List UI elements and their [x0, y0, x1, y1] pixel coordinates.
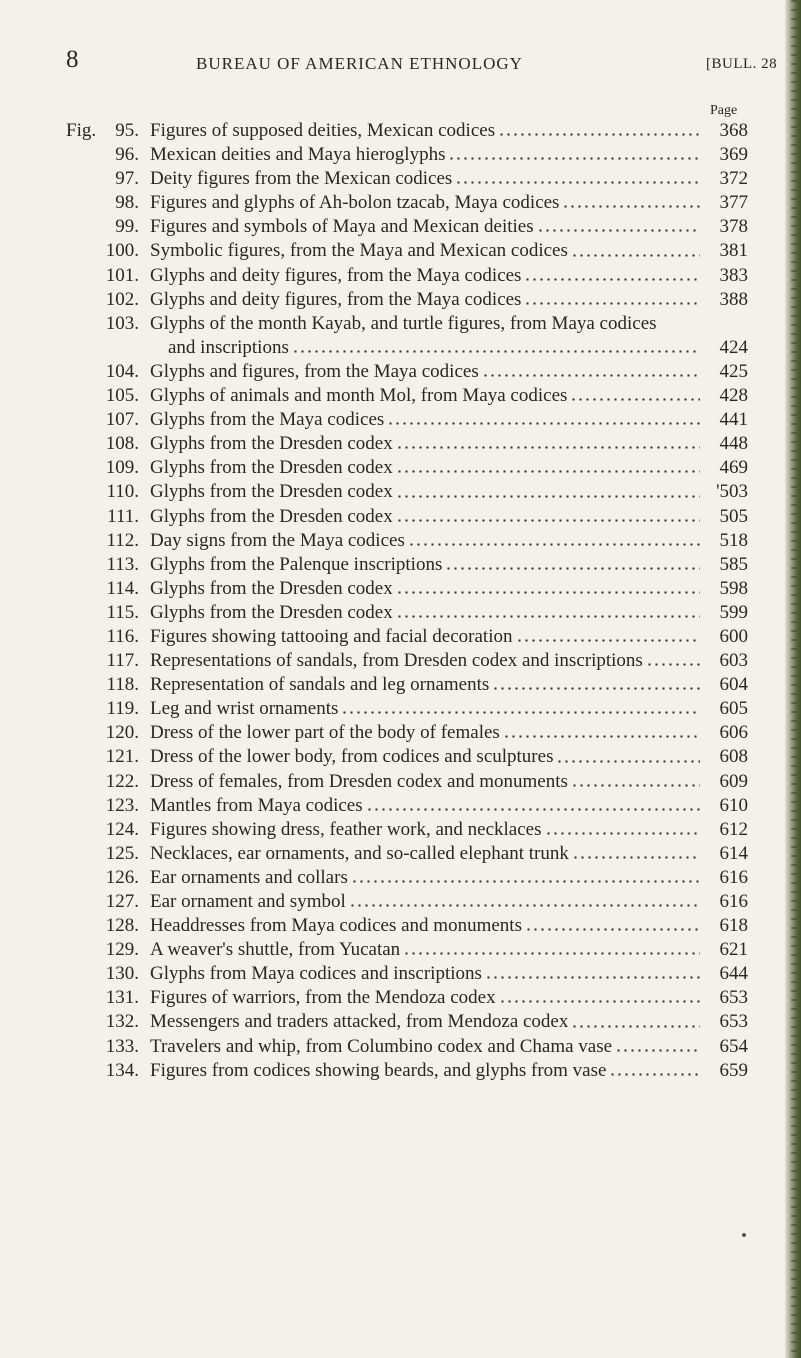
list-item: [0, 312, 801, 360]
caption-text: Figures of supposed deities, Mexican codices: [150, 120, 496, 141]
caption-line: [150, 312, 700, 336]
page-ref: 612: [719, 818, 748, 840]
caption-text: Messengers and traders attacked, from Mendoza codex: [150, 1011, 569, 1033]
figure-caption: [150, 288, 700, 312]
caption-text: Representation of sandals and leg ornaments: [150, 674, 490, 696]
dot-leader: [403, 951, 700, 956]
figure-caption: [150, 770, 700, 794]
page-ref: 609: [719, 770, 748, 792]
caption-line: [150, 577, 700, 601]
caption-text: Figures from codices showing beards, and glyphs from vase: [150, 1059, 607, 1081]
figure-number: 128.: [105, 915, 139, 937]
figure-caption: [150, 553, 700, 577]
caption-line: [150, 143, 700, 167]
page-column-label: Page: [710, 103, 738, 118]
figure-number: 109.: [105, 457, 139, 479]
dot-leader: [408, 542, 700, 547]
figure-number: 114.: [106, 577, 139, 599]
figure-caption: [150, 529, 700, 553]
list-item: [0, 986, 801, 1010]
list-item: [0, 384, 801, 408]
figure-number: 111.: [107, 505, 139, 527]
caption-line: [150, 553, 700, 577]
dot-leader: [448, 156, 700, 161]
caption-line: [150, 866, 700, 890]
figure-caption: [150, 914, 700, 938]
list-item: [0, 866, 801, 890]
list-item: [0, 1010, 801, 1034]
caption-line: [150, 673, 700, 697]
figure-caption: [150, 818, 700, 842]
figure-number: 131.: [105, 987, 139, 1009]
caption-text: Representations of sandals, from Dresden codex and inscriptions: [150, 650, 643, 672]
figure-number: 95.: [115, 120, 139, 141]
caption-line: [150, 360, 700, 384]
caption-text: Glyphs of the month Kayab, and turtle figures, from Maya codices: [150, 312, 657, 334]
page-ref: 644: [719, 963, 748, 985]
page-ref: 441: [719, 409, 748, 431]
caption-text: A weaver's shuttle, from Yucatan: [150, 939, 401, 961]
page-ref: 654: [719, 1035, 748, 1057]
dot-leader: [503, 734, 700, 739]
dot-leader: [351, 879, 700, 884]
dot-leader: [570, 397, 700, 402]
list-item: [0, 119, 801, 143]
figure-caption: [150, 505, 700, 529]
page-ref: 599: [719, 601, 748, 623]
dot-leader: [396, 445, 700, 450]
page-ref: 653: [719, 987, 748, 1009]
caption-line: [150, 191, 700, 215]
caption-line: [150, 119, 700, 143]
figure-number: 96.: [115, 144, 139, 166]
caption-text: Glyphs and deity figures, from the Maya codices: [150, 288, 522, 310]
list-item: [0, 288, 801, 312]
page-ref: '503: [716, 481, 748, 503]
page-ref: 600: [719, 625, 748, 647]
caption-line: [150, 264, 700, 288]
caption-text: Glyphs and deity figures, from the Maya codices: [150, 264, 522, 286]
figure-caption: [150, 191, 700, 215]
figure-caption: [150, 264, 700, 288]
list-item: [0, 745, 801, 769]
list-item: [0, 239, 801, 263]
figure-caption: [150, 1059, 700, 1083]
page-ref: 383: [719, 264, 748, 286]
figure-number: 123.: [105, 794, 139, 816]
caption-line: [150, 938, 700, 962]
list-item: [0, 721, 801, 745]
figure-caption: [150, 842, 700, 866]
dot-leader: [485, 975, 700, 980]
figure-list: [0, 119, 801, 1083]
caption-line: [150, 914, 700, 938]
page-ref: 378: [719, 216, 748, 238]
caption-text: Ear ornaments and collars: [150, 866, 348, 888]
list-item: [0, 625, 801, 649]
list-item: [0, 577, 801, 601]
dot-leader: [571, 1024, 700, 1029]
caption-text: Glyphs from the Dresden codex: [150, 601, 393, 623]
dot-leader: [396, 494, 700, 499]
figure-number: 97.: [115, 168, 139, 190]
figure-caption: [150, 167, 700, 191]
figure-caption: [150, 1035, 700, 1059]
list-item: [0, 1059, 801, 1083]
fig-label: Fig.: [66, 120, 97, 141]
figure-caption: [150, 673, 700, 697]
caption-line: [150, 529, 700, 553]
figure-caption: [150, 890, 700, 914]
caption-line: [150, 215, 700, 239]
caption-text: Leg and wrist ornaments: [150, 698, 339, 720]
caption-text: Deity figures from the Mexican codices: [150, 168, 453, 190]
dot-leader: [516, 638, 701, 643]
dot-leader: [524, 277, 700, 282]
caption-text: Mantles from Maya codices: [150, 794, 363, 816]
caption-line: [150, 1035, 700, 1059]
list-item: [0, 673, 801, 697]
caption-text: Travelers and whip, from Columbino codex and Chama vase: [150, 1035, 613, 1057]
figure-caption: [150, 745, 700, 769]
page-ref: 605: [719, 698, 748, 720]
figure-number: 104.: [105, 360, 139, 382]
figure-number: 112.: [106, 529, 139, 551]
list-item: [0, 770, 801, 794]
page-number: 8: [66, 46, 79, 73]
list-item: [0, 529, 801, 553]
caption-text: Glyphs from the Dresden codex: [150, 433, 393, 455]
dot-leader: [556, 759, 700, 764]
list-item: [0, 1035, 801, 1059]
list-item: [0, 360, 801, 384]
dot-leader: [387, 421, 700, 426]
caption-text: Necklaces, ear ornaments, and so-called elephant trunk: [150, 842, 569, 864]
figure-number: 126.: [105, 866, 139, 888]
page-ref: 388: [719, 288, 748, 310]
figure-caption: [150, 312, 700, 360]
figure-caption: [150, 1010, 700, 1034]
list-item: [0, 480, 801, 504]
figure-caption: [150, 432, 700, 456]
page-ref: 614: [719, 842, 748, 864]
dot-leader: [492, 686, 700, 691]
caption-text: Dress of the lower part of the body of females: [150, 722, 500, 744]
figure-number: 129.: [105, 939, 139, 961]
caption-text: Mexican deities and Maya hieroglyphs: [150, 144, 446, 166]
figure-caption: [150, 986, 700, 1010]
caption-line: [150, 288, 700, 312]
page-ref: 428: [719, 385, 748, 407]
list-item: [0, 191, 801, 215]
page-ref: 518: [719, 529, 748, 551]
figure-caption: [150, 625, 700, 649]
figure-number: 113.: [106, 553, 139, 575]
caption-line: [150, 986, 700, 1010]
caption-text: Glyphs from the Palenque inscriptions: [150, 553, 443, 575]
page-ref: 606: [719, 722, 748, 744]
figure-caption: [150, 143, 700, 167]
list-item: [0, 432, 801, 456]
dot-leader: [499, 999, 700, 1004]
figure-number: 100.: [105, 240, 139, 262]
page-ref: 505: [719, 505, 748, 527]
caption-line: [150, 601, 700, 625]
caption-line: [150, 697, 700, 721]
caption-line: [150, 432, 700, 456]
figure-caption: [150, 215, 700, 239]
figure-caption: [150, 601, 700, 625]
caption-line: [150, 770, 700, 794]
caption-line: [150, 818, 700, 842]
figure-number: 117.: [106, 650, 139, 672]
page-ref: 372: [719, 168, 748, 190]
list-item: [0, 143, 801, 167]
list-item: [0, 505, 801, 529]
dot-leader: [525, 927, 700, 932]
dot-leader: [615, 1048, 700, 1053]
figure-caption: [150, 962, 700, 986]
figure-number: 120.: [105, 722, 139, 744]
figure-caption: [150, 577, 700, 601]
dot-leader: [349, 903, 700, 908]
figure-number: 102.: [105, 288, 139, 310]
list-item: [0, 697, 801, 721]
caption-line: [150, 962, 700, 986]
figure-caption: [150, 480, 700, 504]
figure-caption: [150, 938, 700, 962]
page-ref: 659: [719, 1059, 748, 1081]
page-ref: 608: [719, 746, 748, 768]
caption-line: [150, 625, 700, 649]
figure-number: 122.: [105, 770, 139, 792]
figure-number: 116.: [106, 625, 139, 647]
caption-text: Glyphs from the Dresden codex: [150, 481, 393, 503]
figure-number: 118.: [106, 674, 139, 696]
figure-number: 99.: [115, 216, 139, 238]
page-ref: 448: [719, 433, 748, 455]
list-item: [0, 890, 801, 914]
list-item: [0, 215, 801, 239]
dot-leader: [292, 349, 700, 354]
figure-number: 101.: [105, 264, 139, 286]
list-item: [0, 264, 801, 288]
page-ref: 369: [719, 144, 748, 166]
page-ref: 616: [719, 891, 748, 912]
figure-number: 130.: [105, 963, 139, 985]
figure-caption: [150, 119, 700, 143]
caption-text: Glyphs from the Maya codices: [150, 409, 385, 431]
dot-leader: [498, 132, 700, 137]
dot-leader: [571, 783, 700, 788]
dot-leader: [341, 710, 700, 715]
list-item: [0, 601, 801, 625]
dot-leader: [455, 180, 700, 185]
caption-line: [150, 842, 700, 866]
dot-leader: [545, 831, 701, 836]
page-ref: 424: [719, 336, 748, 358]
figure-number: 105.: [105, 385, 139, 407]
caption-line: [150, 890, 700, 914]
caption-text: Glyphs from the Dresden codex: [150, 505, 393, 527]
list-item: [0, 794, 801, 818]
figure-number: 133.: [105, 1035, 139, 1057]
caption-line: [150, 408, 700, 432]
figure-number: 125.: [105, 842, 139, 864]
caption-text: Glyphs from the Dresden codex: [150, 577, 393, 599]
page-ref: 618: [719, 915, 748, 937]
list-item: [0, 842, 801, 866]
figure-number: 134.: [105, 1059, 139, 1081]
page-ref: 381: [719, 240, 748, 262]
page-ref: 610: [719, 794, 748, 816]
figure-number: 124.: [105, 818, 139, 840]
dot-leader: [396, 518, 700, 523]
figure-caption: [150, 384, 700, 408]
list-item: [0, 938, 801, 962]
caption-text: Glyphs from the Dresden codex: [150, 457, 393, 479]
figure-number: 115.: [106, 601, 139, 623]
page-ref: 469: [719, 457, 748, 479]
caption-text: Symbolic figures, from the Maya and Mexican codices: [150, 240, 568, 262]
dot-leader: [572, 855, 700, 860]
caption-line: [150, 1010, 700, 1034]
page-ref: 585: [719, 553, 748, 575]
list-item: [0, 914, 801, 938]
page-ref: 598: [719, 577, 748, 599]
caption-text: Figures showing dress, feather work, and necklaces: [150, 818, 542, 840]
caption-text: Dress of the lower body, from codices and sculptures: [150, 746, 554, 768]
dot-leader: [396, 590, 700, 595]
caption-line: [150, 745, 700, 769]
figure-caption: [150, 456, 700, 480]
figure-caption: [150, 721, 700, 745]
caption-text: Glyphs of animals and month Mol, from Maya codices: [150, 385, 568, 407]
dot-leader: [396, 614, 700, 619]
figure-caption: [150, 239, 700, 263]
page-ref: 425: [719, 360, 748, 382]
page-ref: 368: [719, 120, 748, 141]
dot-leader: [571, 253, 700, 258]
figure-number: 121.: [105, 746, 139, 768]
figure-number: 110.: [106, 481, 139, 503]
stray-mark: [742, 1233, 746, 1237]
page-ref: 616: [719, 866, 748, 888]
caption-text: Figures showing tattooing and facial decoration: [150, 625, 513, 647]
caption-line: [150, 505, 700, 529]
list-item: [0, 456, 801, 480]
figure-number: 127.: [105, 891, 139, 912]
dot-leader: [366, 807, 700, 812]
page-ref: 653: [719, 1011, 748, 1033]
page-ref: 603: [719, 650, 748, 672]
caption-text: Headdresses from Maya codices and monuments: [150, 915, 522, 937]
figure-number: 119.: [106, 698, 139, 720]
caption-line: [150, 239, 700, 263]
dot-leader: [537, 228, 700, 233]
caption-text: Figures and glyphs of Ah-bolon tzacab, Maya codices: [150, 192, 560, 214]
figure-caption: [150, 794, 700, 818]
list-item: [0, 408, 801, 432]
dot-leader: [609, 1072, 700, 1077]
caption-text: and inscriptions: [168, 336, 289, 358]
figure-number: 103.: [105, 312, 139, 334]
page-header: [66, 46, 780, 76]
page-ref: 621: [719, 939, 748, 961]
caption-line: [150, 721, 700, 745]
dot-leader: [524, 301, 700, 306]
dot-leader: [396, 469, 700, 474]
figure-caption: [150, 408, 700, 432]
list-item: [0, 962, 801, 986]
figure-caption: [150, 649, 700, 673]
figure-caption: [150, 697, 700, 721]
page-ref: 377: [719, 192, 748, 214]
caption-line: [150, 456, 700, 480]
figure-number: 98.: [115, 192, 139, 214]
list-item: [0, 649, 801, 673]
caption-line: [150, 336, 700, 360]
bulletin-label: [BULL. 28: [706, 56, 778, 72]
caption-line: [150, 649, 700, 673]
dot-leader: [646, 662, 700, 667]
caption-text: Ear ornament and symbol: [150, 891, 346, 912]
caption-text: Glyphs and figures, from the Maya codices: [150, 360, 479, 382]
caption-text: Dress of females, from Dresden codex and monuments: [150, 770, 568, 792]
figure-number: 107.: [105, 409, 139, 431]
dot-leader: [482, 373, 700, 378]
figure-caption: [150, 866, 700, 890]
list-item: [0, 553, 801, 577]
dot-leader: [445, 566, 700, 571]
figure-caption: [150, 360, 700, 384]
caption-text: Day signs from the Maya codices: [150, 529, 405, 551]
figure-number: 132.: [105, 1011, 139, 1033]
list-item: [0, 818, 801, 842]
caption-text: Figures and symbols of Maya and Mexican deities: [150, 216, 534, 238]
list-item: [0, 167, 801, 191]
caption-line: [150, 167, 700, 191]
caption-text: Figures of warriors, from the Mendoza codex: [150, 987, 496, 1009]
caption-line: [150, 1059, 700, 1083]
figure-number: 108.: [105, 433, 139, 455]
caption-line: [150, 794, 700, 818]
caption-text: Glyphs from Maya codices and inscriptions: [150, 963, 482, 985]
running-title: BUREAU OF AMERICAN ETHNOLOGY: [196, 54, 523, 73]
dot-leader: [562, 204, 700, 209]
caption-line: [150, 384, 700, 408]
caption-line: [150, 480, 700, 504]
page-ref: 604: [719, 674, 748, 696]
